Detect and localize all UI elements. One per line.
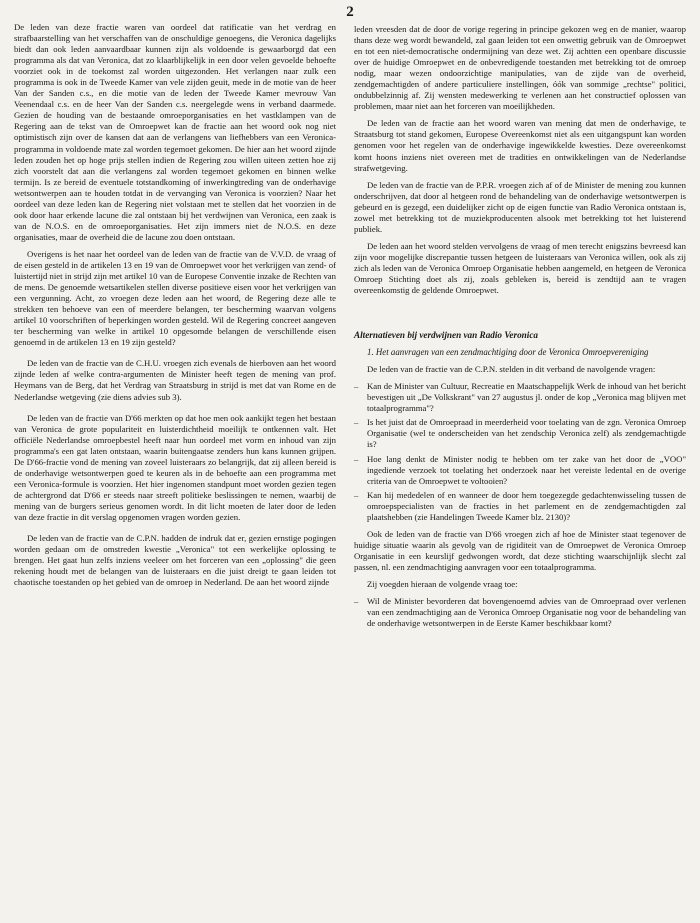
paragraph-cpn-continued: leden vreesden dat de door de vorige regering in principe gekozen weg en de manier, waarop thans deze weg wordt bewandeld, zal gaan leiden tot een onwettig gebruik van de Omroepwet en tot een niet-democratische ondermijning van deze wet. Zij achtten een openbare discussie over de huidige Omroepwet en de onbevredigende toestanden met betrekking tot de omroep nodig, maar wezen ondoorzichtige manipulaties, van de zijde van de overheid, zendgemachtigden of andere particuliere instellingen, óók van sommige „rechtse" politici, ondubbelzinnig af. Zij wensten medewerking te verlenen aan het constructief oplossen van problemen, maar niet aan het forceren van moeilijkheden. <box>354 24 686 112</box>
paragraph-cpn: De leden van de fractie van de C.P.N. hadden de indruk dat er, gezien ernstige pogingen worden gedaan om de omstreden kwestie „Veronica" tot een werkelijke oplossing te brengen. Het gaat hun zelfs inziens veeleer om het forceren van een „oplossing" die geen rekening houdt met de belangen van de luisteraars en die juist dreigt te gaan leiden tot chaotische toestanden op het gebied van de omroep in Nederland. De aan het woord zijnde <box>14 533 336 588</box>
list-item: – Is het juist dat de Omroepraad in meerderheid voor toelating van de zgn. Veronica Omroep Organisatie (wel te onderscheiden van het zendschip Veronica zelf) als zendgemachtigde is? <box>354 417 686 450</box>
paragraph-next-question-intro: Zij voegden hieraan de volgende vraag toe: <box>367 578 518 589</box>
list-item: – Wil de Minister bevorderen dat bovengenoemd advies van de Omroepraad over verlenen van een zendmachtiging aan de Veronica Omroep Organisatie nog voor de behandeling van de onderhavige wetsontwerpen in de Eerste Kamer beschikbaar komt? <box>354 596 686 629</box>
final-question-list <box>354 596 686 629</box>
page-number: 2 <box>346 4 354 20</box>
paragraph-d66: De leden van de fractie van D'66 merkten op dat hoe men ook aankijkt tegen het bestaan van Veronica de grote populariteit en luisterdichtheid moeilijk te ontkennen valt. Het officiële Nederlandse omroepbestel heeft naar hun oordeel met vorm en inhoud van zijn programma's een gat laten ontstaan, waarin buitengaatse zenders hun kans kunnen grijpen. De D'66-fractie vond de mening van zoveel luisteraars zo belangrijk, dat zij alleen bereid is de onderhavige wetsontwerpen goed te keuren als in de behoefte aan een programma met een Veronica-formule is voorzien. Het hier ingenomen standpunt moet worden gezien tegen de achtergrond dat D'66 er steeds naar streeft politieke beslissingen te nemen, waarbij de mening van de burgers serieus genomen wordt. In dit licht moeten de later door de leden van deze fractie in dit verslag opgenomen vragen worden gezien. <box>14 412 336 522</box>
paragraph-vvd-artikelen: Overigens is het naar het oordeel van de leden van de fractie van de V.V.D. de vraag of de eisen gesteld in de artikelen 13 en 19 van de Omroepwet voor het verkrijgen van zend- of luistertijd niet in strijd zijn met artikel 10 van de Europese Conventie inzake de Rechten van de mens. De genoemde wetsartikelen stellen diverse positieve eisen voor het verkrijgen van een vergunning. Acht, zo vroegen deze leden aan het woord, de Regering deze alle te strekken ten behoeve van een of meerdere belangen, ter bescherming waarvan volgens artikel 10 voorschriften of beperkingen worden gesteld. Wil de Regering concreet aangeven ter bescherming van welke in artikel 10 opgesomde belangen de verschillende eisen genoemd in de artikelen 13 en 19 zijn gesteld? <box>14 248 336 348</box>
list-item: – Kan hij mededelen of en wanneer de door hem toegezegde gedachtenwisseling tussen de omroepspecialisten van de fracties in het parlement en de zendgemachtigden zal plaatshebben (zie Handelingen Tweede Kamer blz. 2130)? <box>354 490 686 523</box>
section-heading: Alternatieven bij verdwijnen van Radio Veronica <box>354 330 539 341</box>
paragraph-ppr: De leden van de fractie van de P.P.R. vroegen zich af of de Minister de mening zou kunnen onderschrijven, dat door al hetgeen rond de behandeling van de onderhavige wetsontwerpen is gebeurd en is gezegd, een duidelijker zicht op de eigen functie van Radio Veronica ontstaan is, zowel met betrekking tot de muziekproducenten alsook met betrekking tot het luisterend publiek. <box>354 179 686 234</box>
list-item: – Kan de Minister van Cultuur, Recreatie en Maatschappelijk Werk de inhoud van het bericht bevestigen uit „De Volkskrant" van 27 augustus jl. onder de kop „Veronica mag blijven met totaalprogramma"? <box>354 381 686 414</box>
paragraph-discrepantie: De leden aan het woord stelden vervolgens de vraag of men terecht enigszins bevreesd kan zijn voor mogelijke discrepantie tussen hetgeen de luisteraars van Veronica willen, ook als zij zich als leden van de Veronica Omroep Organisatie hebben aangemeld, en hetgeen de Veronica Omroep Stichting doet als zij, zoals gebleken is, bereid is zendtijd aan te vragen overeenkomstig de geldende Omroepwet. <box>354 240 686 296</box>
paragraph-d66-omroepwet: Ook de leden van de fractie van D'66 vroegen zich af hoe de Minister staat tegenover de huidige situatie waarin als gevolg van de rigiditeit van de Omroepwet de Veronica Omroep Organisatie in een keurslijf gedwongen wordt, dat deze stichting waarschijnlijk slecht zal passen, nl. een zendmachtiging aanvragen voor een totaalprogramma. <box>354 528 686 572</box>
paragraph-chu: De leden van de fractie van de C.H.U. vroegen zich evenals de hierboven aan het woord zijnde leden af welke contra-argumenten de Minister heeft tegen de mening van prof. Heymans van de Berg, dat het Verdrag van Straatsburg in strijd is met dat van Rome en de Nederlandse wetgeving (zie diens advies sub 3). <box>14 358 336 402</box>
question-list <box>354 381 686 523</box>
paragraph-vvd-ratificatie: De leden van deze fractie waren van oordeel dat ratificatie van het verdrag en strafbaarstelling van het verschaffen van de onschuldige genoegens, die Veronica dagelijks biedt dan ook leden aanvaardbaar kunnen zijn als voldoende is gewaarborgd dat een programma als dat van Veronica, dat zo klaarblijkelijk in een door velen gevoelde behoefte voorziet ook in de toekomst zal worden uitgezonden. Het verlangen naar zulk een programma is ook in de Tweede Kamer van vele zijden geuit, mede in de motie van de heer Van der Sanden c.s., en die motie van de leden der Tweede Kamer mevrouw Van Veenendaal c.s. en de heer Van der Sanden c.s. neergelegde wens in verband daarmede. Gezien de houding van de bestaande omroeporganisaties en het vastklampen van de Regering aan de tekst van de Omroepwet kan de fractie aan het woord ook nog niet optimistisch zijn over de kansen dat aan de verlangens van liefhebbers van een Veronica-programma in voldoende mate zal worden tegemoet gekomen. De hier aan het woord zijnde leden zouden het op hoge prijs stellen indien de Regering zou willen uiteen zetten hoe zij zich voorstelt dat aan die verlangens zal worden tegemoet gekomen en binnen welke termijn. Is ze bereid de eventuele totstandkoming of inwerkingtreding van de onderhavige wetsontwerpen aan te houden totdat in de vervanging van Veronica is voorzien? Naar het oordeel van deze leden kan de Regering niet volstaan met te stellen dat het voorzien in de ook door haar erkende lacune die zal ontstaan bij het verdwijnen van Veronica, een zaak is van de N.O.S. en de omroeporganisaties. Het zijn immers niet de N.O.S. en deze organisaties, maar de overheid die de lacune zou doen ontstaan. <box>14 22 336 242</box>
right-column <box>354 24 686 635</box>
list-item: – Hoe lang denkt de Minister nodig te hebben om ter zake van het door de „VOO" ingediende verzoek tot toelating het onderzoek naar het vereiste ledental en de overige criteria van de Omroepwet te voltooien? <box>354 454 686 487</box>
section-spacer <box>354 302 686 330</box>
subsection-heading: 1. Het aanvragen van een zendmachtiging door de Veronica Omroepvereniging <box>367 347 649 358</box>
paragraph-cpn-intro: De leden van de fractie van de C.P.N. stelden in dit verband de navolgende vragen: <box>367 364 656 375</box>
left-column <box>14 22 336 594</box>
paragraph-europese-overeenkomst: De leden van de fractie aan het woord waren van mening dat men de onderhavige, te Straatsburg tot stand gekomen, Europese Overeenkomst niet als een uitgangspunt kan worden genomen voor het regelen van de onderhavige ingewikkelde kwesties. Deze overeenkomst komt hoons inziens niet overeen met de tradities en ontwikkelingen van de Nederlandse strafwetgeving. <box>354 118 686 173</box>
